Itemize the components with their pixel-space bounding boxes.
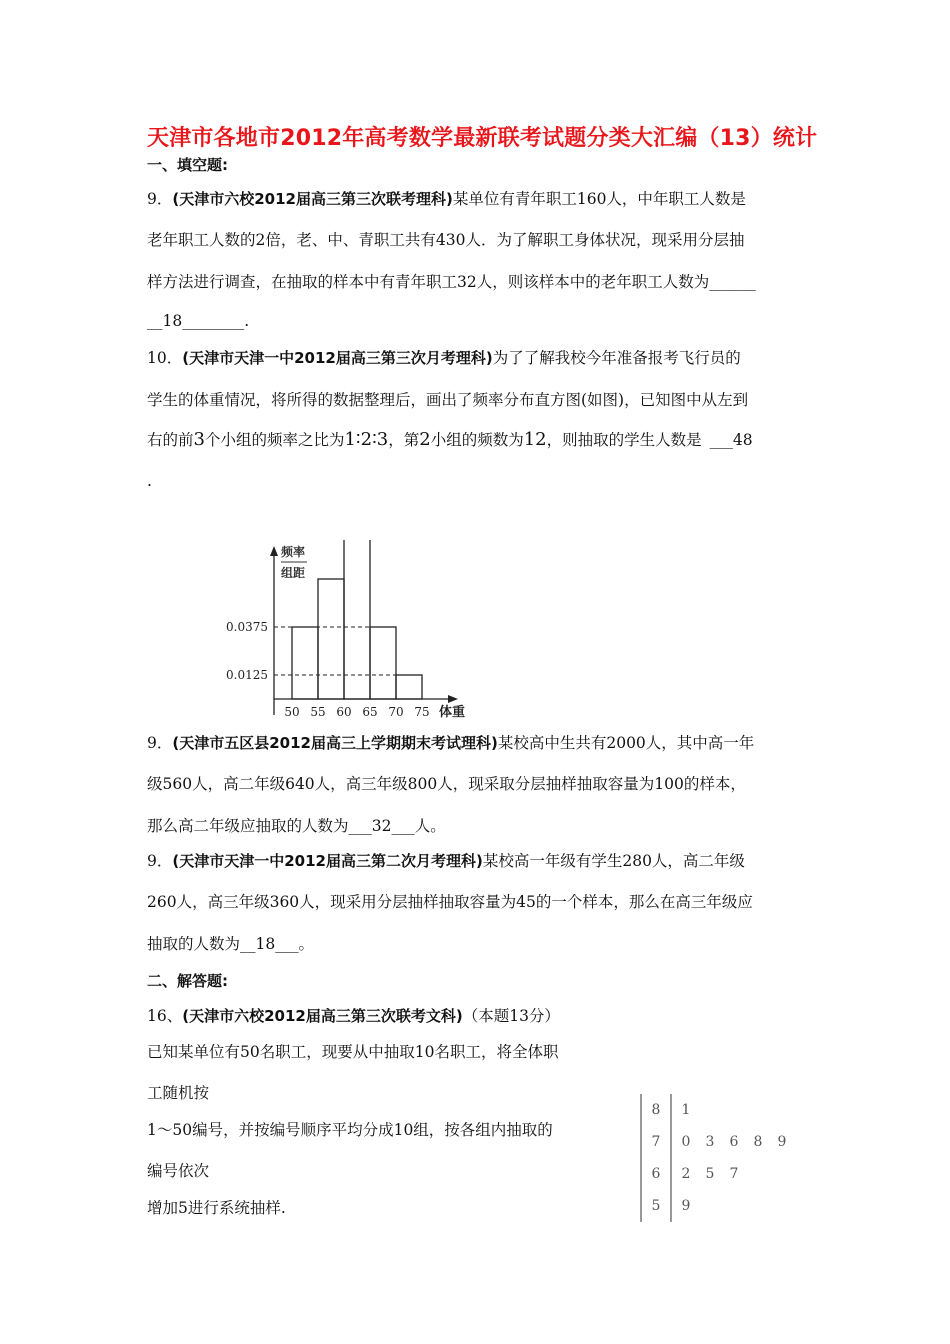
math-span: 12: [523, 429, 547, 450]
x-axis-arrow: [448, 695, 458, 703]
text-span: 人。: [414, 817, 446, 835]
y-label-bottom: 组距: [281, 566, 306, 580]
question-source: (天津市五区县2012届高三上学期期末考试理科): [172, 734, 498, 752]
stem-value: 8: [651, 1102, 661, 1118]
question-text: 某单位有青年职工160人，中年职工人数是: [452, 190, 746, 208]
page-title: 天津市各地市2012年高考数学最新联考试题分类大汇编（13）统计: [147, 126, 818, 151]
x-tick-label: 50: [284, 705, 300, 719]
question-1-line-1: [147, 187, 746, 209]
text-span: 个小组的频率之比为: [204, 431, 345, 449]
leaf-value: 7: [729, 1166, 739, 1182]
question-4-line-1: [147, 849, 745, 871]
x-tick-labels: [284, 705, 429, 719]
text-span: 小组的频数为: [430, 431, 524, 449]
math-span: 2: [419, 429, 431, 450]
leaf-value: 8: [753, 1134, 763, 1150]
answer-blank: ___48: [709, 431, 753, 449]
question-1-line-2: 老年职工人数的2倍，老、中、青职工共有430人．为了解职工身体状况，现采用分层抽: [147, 231, 745, 249]
question-text: 为了了解我校今年准备报考飞行员的: [492, 349, 741, 367]
question-4-line-2: 260人，高三年级360人，现采用分层抽样抽取容量为45的一个样本，那么在高三年级应: [147, 893, 753, 911]
y-label-top: 频率: [281, 545, 306, 559]
histogram-bar: [370, 627, 396, 699]
question-2-line-2: 学生的体重情况，将所得的数据整理后，画出了频率分布直方图(如图)，已知图中从左到: [147, 391, 749, 409]
stem-value: 5: [651, 1198, 661, 1214]
reference-line-label: 0.0375: [226, 620, 268, 634]
question-2-period: .: [147, 472, 152, 490]
reference-line-label: 0.0125: [226, 668, 268, 682]
question-3-line-2: 级560人，高二年级640人，高三年级800人，现采取分层抽样抽取容量为100的样本，: [147, 775, 746, 793]
stem-leaf-plot: [635, 1090, 835, 1230]
section-fill-in-heading: 一、填空题:: [147, 156, 228, 174]
leaf-value: 0: [681, 1134, 691, 1150]
histogram-bar: [292, 627, 318, 699]
histogram-bar: [396, 675, 422, 699]
answer-blank: ___32___: [348, 817, 415, 835]
math-span: 3: [193, 429, 205, 450]
question-3-line-1: [147, 731, 754, 753]
question-number: 16、: [147, 1007, 183, 1025]
question-3-line-3: [147, 814, 446, 836]
question-1-answer: __18________.: [147, 312, 250, 330]
text-span: 那么高二年级应抽取的人数为: [147, 817, 349, 835]
question-source: (天津市天津一中2012届高三第三次月考理科): [182, 349, 493, 367]
frequency-histogram: [205, 540, 485, 725]
leaf-value: 1: [681, 1102, 691, 1118]
question-1-line-3: 样方法进行调查，在抽取的样本中有青年职工32人，则该样本中的老年职工人数为______: [147, 273, 756, 291]
question-5-line-3: 工随机按: [147, 1084, 210, 1102]
x-tick-label: 55: [310, 705, 326, 719]
text-span: 。: [298, 935, 315, 953]
reference-lines: [226, 620, 422, 682]
leaf-value: 3: [705, 1134, 715, 1150]
text-span: ，则抽取的学生人数是: [546, 431, 702, 449]
text-span: ，第: [388, 431, 420, 449]
text-span: 右的前: [147, 431, 194, 449]
question-5-line-1: [147, 1004, 560, 1026]
question-number: 9．: [147, 852, 173, 870]
question-5-line-4: 1～50编号，并按编号顺序平均分成10组，按各组内抽取的: [147, 1121, 553, 1139]
answer-blank: __18___: [240, 935, 299, 953]
question-score: （本题13分）: [462, 1007, 560, 1025]
x-tick-label: 65: [362, 705, 378, 719]
leaf-value: 6: [729, 1134, 739, 1150]
leaf-value: 2: [681, 1166, 691, 1182]
x-tick-label: 70: [388, 705, 404, 719]
question-text: 某校高中生共有2000人，其中高一年: [497, 734, 755, 752]
x-axis-label: 体重: [439, 705, 466, 720]
question-number: 9．: [147, 734, 173, 752]
question-source: (天津市六校2012届高三第三次联考文科): [182, 1007, 463, 1025]
question-number: 9．: [147, 190, 173, 208]
x-tick-label: 60: [336, 705, 352, 719]
stem-value: 6: [651, 1166, 661, 1182]
question-2-line-3: [147, 428, 753, 450]
question-4-line-3: [147, 932, 314, 954]
x-tick-label: 75: [414, 705, 430, 719]
question-5-line-6: 增加5进行系统抽样.: [147, 1199, 286, 1217]
question-source: (天津市天津一中2012届高三第二次月考理科): [172, 852, 483, 870]
math-span: 1∶2∶3: [344, 429, 389, 450]
question-2-line-1: [147, 346, 741, 368]
leaf-value: 9: [681, 1198, 691, 1214]
stem-value: 7: [651, 1134, 661, 1150]
question-number: 10．: [147, 349, 183, 367]
stem-leaf-rows: [652, 1102, 787, 1214]
question-5-line-5: 编号依次: [147, 1162, 210, 1180]
histogram-bar: [318, 579, 344, 699]
section-answer-heading: 二、解答题:: [147, 972, 228, 990]
text-span: 抽取的人数为: [147, 935, 241, 953]
question-5-line-2: 已知某单位有50名职工，现要从中抽取10名职工，将全体职: [147, 1043, 559, 1061]
question-source: (天津市六校2012届高三第三次联考理科): [172, 190, 453, 208]
leaf-value: 5: [705, 1166, 715, 1182]
leaf-value: 9: [777, 1134, 787, 1150]
y-axis-arrow: [270, 546, 278, 556]
question-text: 某校高一年级有学生280人，高二年级: [482, 852, 745, 870]
